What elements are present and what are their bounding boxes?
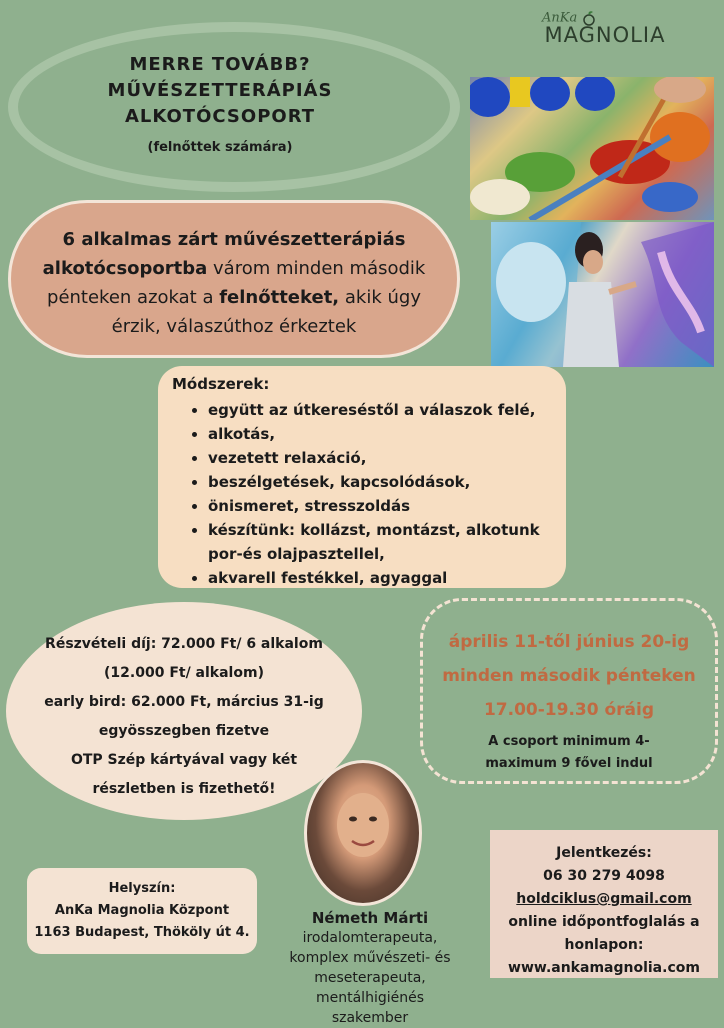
therapist-role-2: komplex művészeti- és	[289, 950, 451, 966]
fee-line: egyösszegben fizetve	[98, 723, 270, 739]
contact-box	[490, 830, 718, 978]
fee-line: Részvételi díj: 72.000 Ft/ 6 alkalom	[45, 636, 323, 652]
location-heading: Helyszín:	[108, 881, 176, 896]
therapist-info	[270, 908, 470, 1028]
intro-bold-1: 6 alkalmas zárt művészetterápiás alkotócsoportba	[42, 229, 406, 279]
intro-text-2: akik úgy érzik, válaszúthoz érkeztek	[111, 287, 421, 337]
painting-woman-photo	[491, 222, 714, 367]
fee-line: early bird: 62.000 Ft, március 31-ig	[44, 694, 324, 710]
page-title	[60, 52, 380, 130]
methods-box	[158, 366, 566, 588]
therapist-role-4: szakember	[331, 1010, 409, 1026]
therapist-portrait	[304, 760, 422, 906]
therapist-role-1: irodalomterapeuta,	[302, 930, 438, 946]
schedule-dates: április 11-től június 20-ig	[448, 632, 690, 652]
schedule-capacity	[423, 731, 715, 775]
schedule-frequency: minden második pénteken	[442, 666, 696, 686]
title-line-2: MŰVÉSZETTERÁPIÁS	[107, 80, 333, 101]
intro-text-1: várom minden második pénteken azokat a	[47, 258, 426, 308]
methods-item: • akvarell festékkel, agyaggal	[208, 566, 552, 590]
logo-main-text: MAGNOLIA	[544, 23, 666, 47]
location-name: AnKa Magnolia Központ	[54, 903, 230, 918]
methods-item: • alkotás,	[208, 422, 552, 446]
methods-item: • önismeret, stresszoldás	[208, 494, 552, 518]
title-line-3: ALKOTÓCSOPORT	[124, 106, 316, 127]
contact-online-line-2: honlapon:	[564, 937, 644, 953]
methods-list	[172, 398, 552, 590]
portrait-face	[307, 763, 419, 903]
paint-palette-photo	[470, 77, 714, 220]
therapist-name: Németh Márti	[311, 909, 429, 927]
therapist-role-3: meseterapeuta, mentálhigiénés	[314, 970, 426, 1006]
methods-heading: Módszerek:	[172, 375, 270, 393]
contact-heading: Jelentkezés:	[556, 845, 652, 861]
contact-website-link[interactable]: www.ankamagnolia.com	[508, 960, 700, 976]
schedule-capacity-line-1: A csoport minimum 4-	[488, 734, 650, 749]
methods-item: • beszélgetések, kapcsolódások,	[208, 470, 552, 494]
fee-line: részletben is fizethető!	[92, 781, 276, 797]
fee-line: (12.000 Ft/ alkalom)	[104, 665, 264, 681]
location-box	[27, 868, 257, 954]
contact-email-link[interactable]: holdciklus@gmail.com	[516, 891, 692, 907]
logo-small-label: AnKa	[542, 10, 578, 26]
contact-online-line-1: online időpontfoglalás a	[508, 914, 700, 930]
methods-item: • együtt az útkereséstől a válaszok felé,	[208, 398, 552, 422]
fee-line: OTP Szép kártyával vagy két	[70, 752, 298, 768]
intro-bold-2: felnőtteket,	[219, 287, 340, 308]
intro-pill	[8, 200, 460, 358]
page-subtitle: (felnőttek számára)	[147, 140, 293, 155]
contact-phone[interactable]: 06 30 279 4098	[543, 868, 665, 884]
methods-item: • vezetett relaxáció,	[208, 446, 552, 470]
schedule-time: 17.00-19.30 óráig	[483, 700, 655, 720]
logo	[530, 10, 680, 47]
schedule-capacity-line-2: maximum 9 fővel indul	[485, 756, 653, 771]
palette-illustration	[470, 77, 714, 220]
title-line-1: MERRE TOVÁBB?	[129, 54, 311, 75]
methods-item: • készítünk: kollázst, montázst, alkotunk por-és olajpasztellel,	[208, 518, 552, 566]
schedule-box	[420, 598, 718, 784]
location-address: 1163 Budapest, Thököly út 4.	[34, 925, 250, 940]
painting-illustration	[491, 222, 714, 367]
